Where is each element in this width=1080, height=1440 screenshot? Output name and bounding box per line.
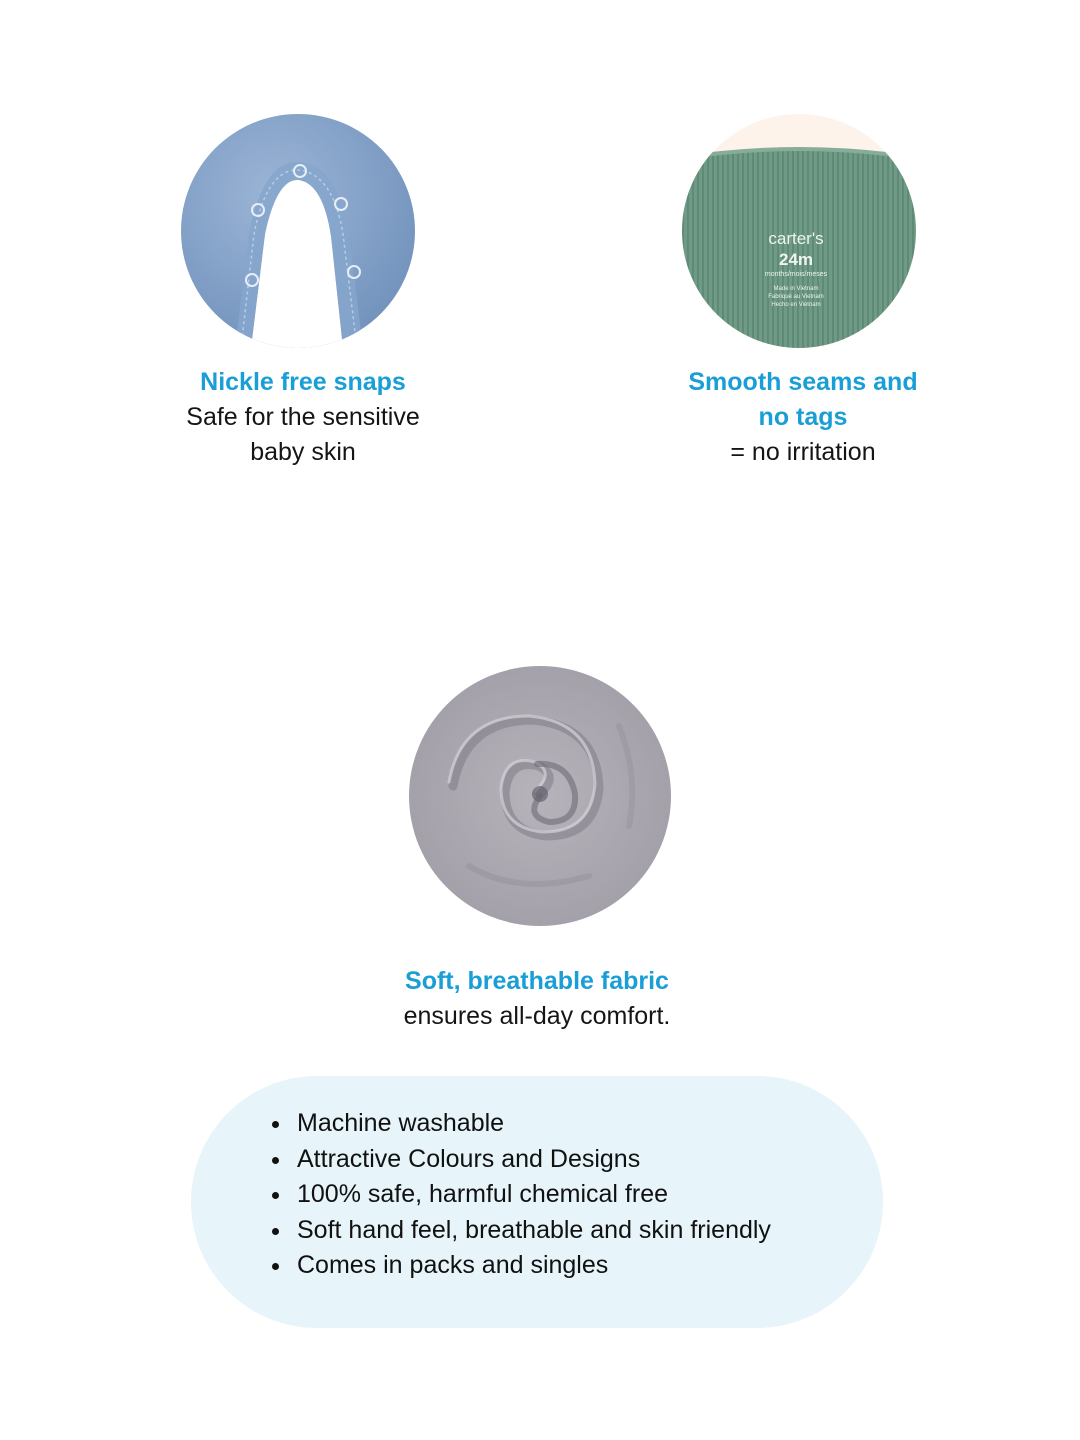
benefit-text: Machine washable <box>297 1109 505 1137</box>
feature-fabric-subtitle: ensures all-day comfort. <box>403 1002 671 1030</box>
label-size-sub: months/mois/meses <box>764 271 828 278</box>
benefits-list <box>297 1106 771 1284</box>
bullet-icon <box>272 1121 279 1128</box>
bullet-icon <box>272 1192 279 1199</box>
feature-snaps-caption <box>150 365 456 470</box>
feature-tagless-title-2: no tags <box>758 403 848 431</box>
benefit-text: Attractive Colours and Designs <box>297 1144 641 1173</box>
tagless-neck-label-icon <box>682 114 916 348</box>
label-origin-2: Fabriqué au Vietnam <box>768 294 824 300</box>
benefit-text: Soft hand feel, breathable and skin friendly <box>297 1215 771 1244</box>
denim-snap-placket-icon <box>181 114 415 348</box>
feature-tagless-caption <box>650 365 956 470</box>
label-size: 24m <box>778 250 814 269</box>
label-brand: carter's <box>768 229 824 248</box>
benefit-text: Comes in packs and singles <box>297 1251 609 1279</box>
benefits-panel <box>191 1076 883 1328</box>
feature-fabric-caption <box>360 964 714 1034</box>
label-origin-3: Hecho en Vietnam <box>771 302 821 308</box>
bullet-icon <box>272 1263 279 1270</box>
list-item <box>297 1106 771 1142</box>
bullet-icon <box>272 1157 279 1164</box>
feature-snaps-line-1: Safe for the sensitive <box>186 403 420 431</box>
list-item <box>297 1177 771 1213</box>
soft-fabric-image <box>409 666 671 926</box>
feature-tagless-subtitle: = no irritation <box>730 438 876 466</box>
feature-snaps-line-2: baby skin <box>250 438 356 466</box>
feature-tagless-title-1: Smooth seams and <box>688 368 918 396</box>
bullet-icon <box>272 1228 279 1235</box>
list-item <box>297 1248 771 1284</box>
tagless-label-image <box>682 114 916 348</box>
list-item <box>297 1142 771 1178</box>
list-item <box>297 1213 771 1249</box>
feature-fabric-title: Soft, breathable fabric <box>405 967 669 995</box>
soft-fabric-swirl-icon <box>409 666 671 926</box>
feature-snaps-title: Nickle free snaps <box>200 368 406 396</box>
denim-snaps-image <box>181 114 415 348</box>
benefit-text: 100% safe, harmful chemical free <box>297 1180 669 1208</box>
label-origin-1: Made in Vietnam <box>773 286 819 292</box>
